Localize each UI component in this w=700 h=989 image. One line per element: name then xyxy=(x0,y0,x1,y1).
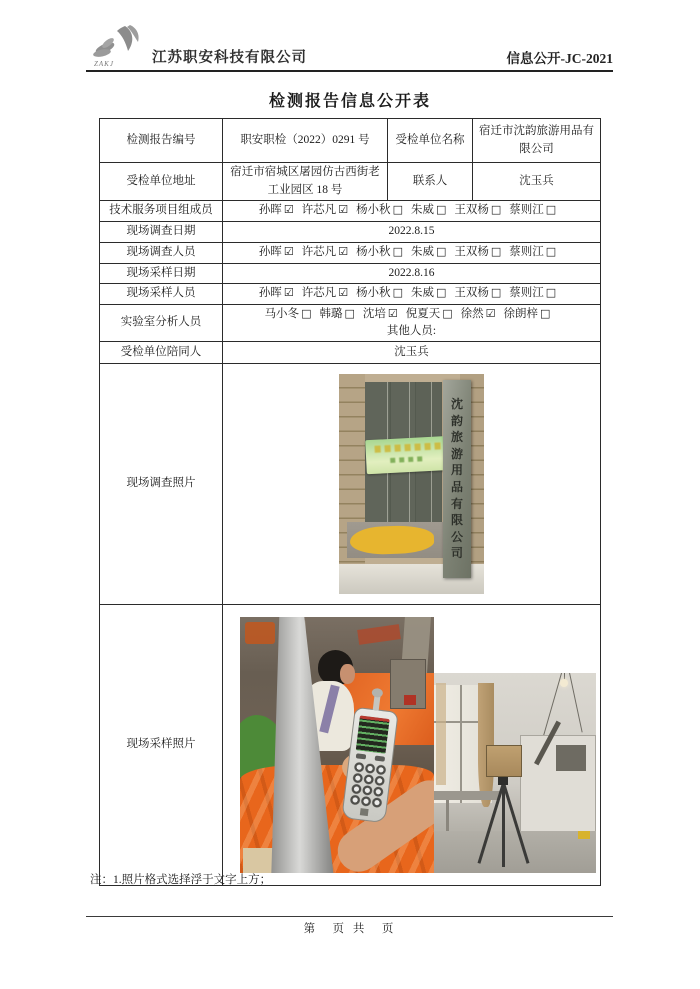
staff-checkbox-item xyxy=(356,246,403,258)
sewing-machine-detail xyxy=(404,695,416,705)
company-name: 江苏职安科技有限公司 xyxy=(152,50,307,66)
staff-name: 马小冬 xyxy=(264,307,300,320)
staff-checkbox-item xyxy=(356,204,403,216)
staff-name: 杨小秋 xyxy=(356,204,391,217)
page-title: 检测报告信息公开表 xyxy=(268,93,431,110)
table-row xyxy=(100,364,601,605)
staff-checkbox-item xyxy=(302,204,348,216)
staff-name: 王双杨 xyxy=(454,287,489,300)
staff-name: 朱威 xyxy=(410,287,434,300)
checkbox-unchecked-icon: □ xyxy=(301,306,312,320)
banner-text-blur xyxy=(374,442,443,453)
checkbox-unchecked-icon: □ xyxy=(392,203,403,217)
staff-name: 朱威 xyxy=(410,246,434,259)
checkbox-unchecked-icon: □ xyxy=(442,306,453,320)
staff-checkbox-item xyxy=(259,287,294,299)
workbench-leg xyxy=(446,800,449,834)
staff-name: 杨小秋 xyxy=(356,287,391,300)
staff-checkbox-item xyxy=(504,308,551,320)
staff-checkbox-item xyxy=(454,246,501,258)
machinery-panel xyxy=(556,745,586,771)
checkbox-unchecked-icon: □ xyxy=(490,286,502,300)
checkbox-checked-icon: ☑ xyxy=(283,245,294,259)
staff-name: 王双杨 xyxy=(454,246,489,259)
table-row xyxy=(100,342,601,364)
staff-name: 孙晖 xyxy=(258,246,282,259)
table-row xyxy=(100,264,601,284)
shelf-clutter xyxy=(357,624,401,645)
meter-screen xyxy=(356,715,390,753)
lab-staff-checklist xyxy=(227,306,596,323)
staff-name: 蔡则江 xyxy=(509,204,544,217)
staff-name: 杨小秋 xyxy=(356,246,391,259)
staff-name: 沈培 xyxy=(362,307,386,320)
staff-checkbox-item xyxy=(259,204,294,216)
sampling-photo-label: 现场采样照片 xyxy=(100,605,223,886)
window-frame xyxy=(460,685,462,803)
meter-keypad xyxy=(349,761,387,809)
survey-date-value: 2022.8.15 xyxy=(223,222,601,243)
table-row xyxy=(100,201,601,222)
report-no-label: 检测报告编号 xyxy=(100,119,223,163)
staff-name: 王双杨 xyxy=(454,204,489,217)
staff-name: 徐然 xyxy=(460,307,484,320)
staff-checkbox-item xyxy=(363,308,398,320)
checkbox-unchecked-icon: □ xyxy=(435,245,447,259)
unit-address-label: 受检单位地址 xyxy=(100,163,223,201)
checkbox-unchecked-icon: □ xyxy=(545,286,557,300)
worker-face xyxy=(340,664,355,684)
table-row xyxy=(100,284,601,304)
sampling-staff-label: 现场采样人员 xyxy=(100,284,223,304)
floor-object xyxy=(578,831,590,839)
checkbox-checked-icon: ☑ xyxy=(387,306,398,320)
air-sampler-device xyxy=(486,745,522,777)
logo-acronym: ZAKJ xyxy=(94,60,114,68)
staff-name: 朱威 xyxy=(410,204,434,217)
checkbox-checked-icon: ☑ xyxy=(283,203,294,217)
page-number-footer: 第 页 共 页 xyxy=(303,923,397,935)
staff-checkbox-item xyxy=(509,287,556,299)
workshop-floor xyxy=(434,831,596,873)
sampling-date-value: 2022.8.16 xyxy=(223,264,601,284)
tech-team-checklist xyxy=(223,201,601,222)
table-row xyxy=(100,222,601,243)
cable xyxy=(568,673,582,732)
footer-divider xyxy=(86,916,613,917)
light-bulb xyxy=(560,679,568,687)
unit-address-value: 宿迁市宿城区屠园仿古西街老工业园区 18 号 xyxy=(223,163,388,201)
lab-other-label: 其他人员: xyxy=(386,324,437,337)
staff-checkbox-item xyxy=(509,246,556,258)
disclosure-form-table xyxy=(99,118,601,886)
contact-label: 联系人 xyxy=(388,163,473,201)
checkbox-unchecked-icon: □ xyxy=(435,286,447,300)
checkbox-unchecked-icon: □ xyxy=(435,203,447,217)
page-header xyxy=(86,24,613,70)
staff-checkbox-item xyxy=(461,308,496,320)
meter-badge xyxy=(360,808,369,816)
staff-checkbox-item xyxy=(265,308,312,320)
staff-name: 孙晖 xyxy=(258,204,282,217)
companion-value: 沈玉兵 xyxy=(223,342,601,364)
survey-staff-label: 现场调查人员 xyxy=(100,243,223,264)
staff-checkbox-item xyxy=(454,204,501,216)
banner-text-blur xyxy=(390,456,425,463)
companion-label: 受检单位陪同人 xyxy=(100,342,223,364)
lab-staff-cell xyxy=(223,304,601,342)
survey-staff-checklist xyxy=(223,243,601,264)
staff-checkbox-item xyxy=(319,308,354,320)
checkbox-checked-icon: ☑ xyxy=(338,203,349,217)
table-row xyxy=(100,605,601,886)
checkbox-checked-icon: ☑ xyxy=(338,245,349,259)
staff-name: 许芯凡 xyxy=(301,287,337,300)
staff-checkbox-item xyxy=(356,287,403,299)
sampling-date-label: 现场采样日期 xyxy=(100,264,223,284)
header-divider xyxy=(86,70,613,72)
checkbox-unchecked-icon: □ xyxy=(540,306,551,320)
sampling-photo-workshop xyxy=(434,673,596,873)
green-banner xyxy=(365,436,453,474)
company-signboard xyxy=(443,380,471,578)
staff-name: 韩璐 xyxy=(319,307,343,320)
contact-value: 沈玉兵 xyxy=(473,163,601,201)
checkbox-unchecked-icon: □ xyxy=(392,286,403,300)
unit-name-value: 宿迁市沈韵旅游用品有限公司 xyxy=(473,119,601,163)
checkbox-unchecked-icon: □ xyxy=(392,245,403,259)
meter-button xyxy=(356,753,367,759)
checkbox-unchecked-icon: □ xyxy=(545,203,557,217)
checkbox-unchecked-icon: □ xyxy=(490,245,502,259)
staff-checkbox-item xyxy=(454,287,501,299)
staff-checkbox-item xyxy=(411,204,446,216)
sampling-photo-cell xyxy=(223,605,601,886)
survey-photo-label: 现场调查照片 xyxy=(100,364,223,605)
staff-name: 倪夏天 xyxy=(405,307,441,320)
checkbox-unchecked-icon: □ xyxy=(545,245,557,259)
staff-checkbox-item xyxy=(411,246,446,258)
staff-name: 徐朗梓 xyxy=(503,307,539,320)
table-row xyxy=(100,243,601,264)
unit-name-label: 受检单位名称 xyxy=(388,119,473,163)
sampling-photo-factory xyxy=(240,617,434,873)
staff-name: 蔡则江 xyxy=(509,287,544,300)
meter-button xyxy=(375,756,386,762)
report-no-value: 职安职检（2022）0291 号 xyxy=(223,119,388,163)
table-row xyxy=(100,304,601,342)
staff-name: 孙晖 xyxy=(258,287,282,300)
checkbox-checked-icon: ☑ xyxy=(283,286,294,300)
staff-checkbox-item xyxy=(411,287,446,299)
tripod-leg xyxy=(502,783,505,867)
shelf-clutter xyxy=(245,622,275,644)
table-row xyxy=(100,163,601,201)
staff-name: 蔡则江 xyxy=(509,246,544,259)
curtain xyxy=(436,683,446,785)
lab-staff-label: 实验室分析人员 xyxy=(100,304,223,342)
tech-team-label: 技术服务项目组成员 xyxy=(100,201,223,222)
staff-checkbox-item xyxy=(302,246,348,258)
footnote: 注：1.照片格式选择浮于文字上方； xyxy=(90,874,272,886)
table-row xyxy=(100,119,601,163)
survey-photo xyxy=(339,374,484,594)
checkbox-unchecked-icon: □ xyxy=(344,306,355,320)
workbench xyxy=(434,791,500,800)
tile-column-left xyxy=(339,374,365,594)
staff-checkbox-item xyxy=(302,287,348,299)
sampling-staff-checklist xyxy=(223,284,601,304)
checkbox-checked-icon: ☑ xyxy=(338,286,349,300)
staff-checkbox-item xyxy=(406,308,453,320)
checkbox-checked-icon: ☑ xyxy=(485,306,496,320)
checkbox-unchecked-icon: □ xyxy=(490,203,502,217)
document-code: 信息公开-JC-2021 xyxy=(506,51,613,66)
staff-name: 许芯凡 xyxy=(301,246,337,259)
signboard-text: 沈韵旅游用品有限公司 xyxy=(450,397,463,561)
staff-checkbox-item xyxy=(259,246,294,258)
survey-date-label: 现场调查日期 xyxy=(100,222,223,243)
survey-photo-cell xyxy=(223,364,601,605)
staff-name: 许芯凡 xyxy=(301,204,337,217)
staff-checkbox-item xyxy=(509,204,556,216)
